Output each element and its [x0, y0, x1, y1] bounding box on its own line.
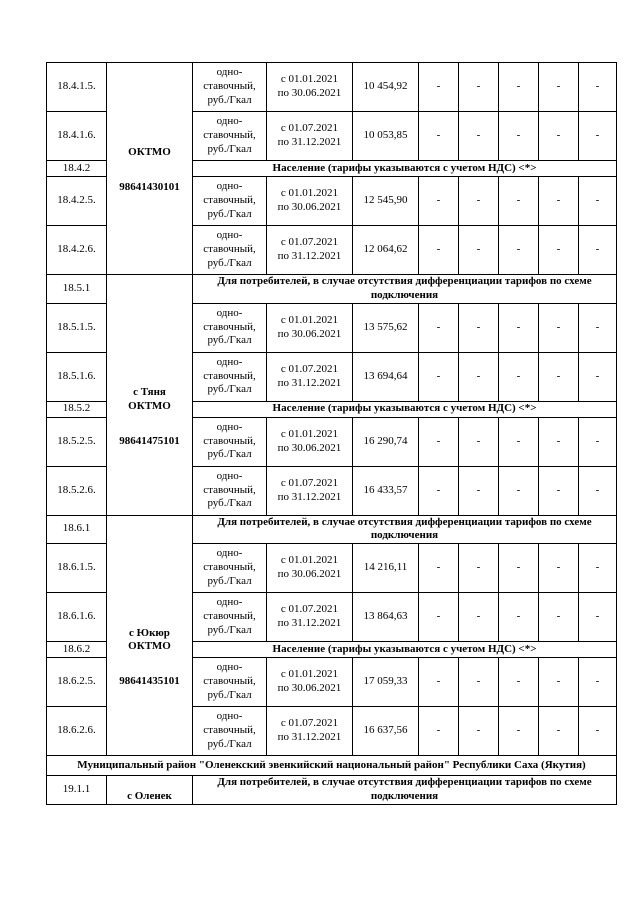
period-from: с 01.01.2021	[280, 313, 339, 326]
empty-value: -	[459, 593, 499, 642]
empty-value: -	[459, 417, 499, 466]
period	[267, 63, 353, 112]
row-number: 18.4.2.6.	[47, 226, 107, 275]
empty-value: -	[579, 63, 617, 112]
empty-value: -	[579, 544, 617, 593]
empty-value: -	[499, 112, 539, 161]
row-number: 18.5.2	[47, 401, 107, 417]
rate-type-line: одно-	[216, 355, 243, 368]
empty-value: -	[499, 593, 539, 642]
empty-value: -	[539, 544, 579, 593]
rate-type-line: руб./Гкал	[207, 256, 252, 269]
group-header: Население (тарифы указываются с учетом НДС) <*>	[193, 642, 617, 658]
empty-value: -	[419, 417, 459, 466]
rate-type-line: одно-	[216, 710, 243, 723]
oktmo-label: ОКТМО	[128, 146, 171, 158]
period-to: по 31.12.2021	[277, 617, 342, 629]
empty-value: -	[539, 226, 579, 275]
empty-value: -	[419, 63, 459, 112]
period	[267, 112, 353, 161]
empty-value: -	[499, 226, 539, 275]
period-from: с 01.07.2021	[280, 476, 339, 489]
oktmo-code: 98641435101	[119, 675, 180, 687]
empty-value: -	[499, 417, 539, 466]
rate-type-line: одно-	[216, 66, 243, 79]
oktmo-code: 98641430101	[119, 180, 180, 193]
period	[267, 177, 353, 226]
period-from: с 01.01.2021	[280, 427, 339, 440]
rate-type-line: одно-	[216, 180, 243, 193]
empty-value: -	[459, 707, 499, 756]
rate-type	[193, 352, 267, 401]
period	[267, 352, 353, 401]
group-row	[47, 776, 617, 805]
period-to: по 31.12.2021	[277, 376, 342, 389]
row-number: 18.6.2.5.	[47, 658, 107, 707]
empty-value: -	[579, 112, 617, 161]
row-number: 18.4.1.5.	[47, 63, 107, 112]
tariff-value: 16 637,56	[353, 707, 419, 756]
empty-value: -	[419, 544, 459, 593]
period	[267, 707, 353, 756]
rate-type	[193, 63, 267, 112]
empty-value: -	[419, 593, 459, 642]
period-from: с 01.07.2021	[280, 122, 339, 135]
empty-value: -	[579, 466, 617, 515]
empty-value: -	[579, 417, 617, 466]
empty-value: -	[499, 658, 539, 707]
empty-value: -	[579, 303, 617, 352]
tariff-value: 10 454,92	[353, 63, 419, 112]
tariff-value: 13 575,62	[353, 303, 419, 352]
empty-value: -	[459, 303, 499, 352]
row-number: 18.4.2	[47, 161, 107, 177]
tariff-value: 12 064,62	[353, 226, 419, 275]
rate-type	[193, 707, 267, 756]
period-to: по 31.12.2021	[277, 250, 342, 262]
empty-value: -	[499, 544, 539, 593]
row-number: 18.6.2.6.	[47, 707, 107, 756]
empty-value: -	[459, 112, 499, 161]
rate-type-line: одно-	[216, 306, 243, 319]
period-to: по 30.06.2021	[277, 87, 342, 99]
empty-value: -	[419, 226, 459, 275]
rate-type-line: ставочный,	[203, 194, 256, 207]
location-block	[109, 63, 190, 195]
rate-type	[193, 466, 267, 515]
rate-type-line: ставочный,	[203, 369, 256, 382]
period-to: по 30.06.2021	[277, 201, 342, 213]
period-to: по 31.12.2021	[277, 136, 342, 148]
rate-type-line: ставочный,	[203, 243, 256, 256]
period-from: с 01.07.2021	[280, 236, 339, 249]
rate-type-line: одно-	[216, 661, 243, 674]
empty-value: -	[539, 658, 579, 707]
period	[267, 303, 353, 352]
rate-type-line: ставочный,	[203, 675, 256, 688]
empty-value: -	[499, 466, 539, 515]
empty-value: -	[499, 63, 539, 112]
empty-value: -	[579, 352, 617, 401]
empty-value: -	[539, 352, 579, 401]
period-from: с 01.07.2021	[280, 717, 339, 730]
period-from: с 01.01.2021	[280, 187, 339, 200]
group-row	[47, 275, 617, 304]
empty-value: -	[579, 658, 617, 707]
tariff-value: 12 545,90	[353, 177, 419, 226]
row-number: 18.6.1	[47, 515, 107, 544]
empty-value: -	[459, 226, 499, 275]
rate-type	[193, 177, 267, 226]
empty-value: -	[459, 658, 499, 707]
period-to: по 31.12.2021	[277, 490, 342, 503]
rate-type-line: руб./Гкал	[207, 383, 252, 396]
row-number: 18.5.1.5.	[47, 303, 107, 352]
tariff-value: 13 864,63	[353, 593, 419, 642]
period	[267, 417, 353, 466]
tariff-value: 13 694,64	[353, 352, 419, 401]
municipality-title: Муниципальный район "Оленекский эвенкийский национальный район" Республики Саха (Якутия)	[47, 756, 617, 776]
empty-value: -	[499, 177, 539, 226]
empty-value: -	[419, 466, 459, 515]
period-from: с 01.07.2021	[280, 362, 339, 375]
settlement-name: с Юкюр	[129, 626, 170, 639]
row-number: 18.5.1	[47, 275, 107, 304]
empty-value: -	[419, 112, 459, 161]
period	[267, 466, 353, 515]
empty-value: -	[579, 707, 617, 756]
period-to: по 30.06.2021	[277, 327, 342, 340]
rate-type-line: руб./Гкал	[207, 623, 252, 636]
empty-value: -	[499, 707, 539, 756]
group-header: Население (тарифы указываются с учетом НДС) <*>	[193, 161, 617, 177]
empty-value: -	[539, 112, 579, 161]
row-number: 18.5.2.6.	[47, 466, 107, 515]
period-to: по 31.12.2021	[277, 731, 342, 743]
period-to: по 30.06.2021	[277, 682, 342, 694]
rate-type-line: одно-	[216, 596, 243, 609]
period-from: с 01.01.2021	[280, 73, 339, 86]
row-number: 18.6.1.6.	[47, 593, 107, 642]
period-to: по 30.06.2021	[277, 441, 342, 454]
settlement-name: с Тяня	[133, 386, 166, 398]
rate-type	[193, 658, 267, 707]
rate-type	[193, 593, 267, 642]
location-cell: с Оленек	[107, 776, 193, 805]
period-to: по 30.06.2021	[277, 568, 342, 580]
empty-value: -	[539, 177, 579, 226]
rate-type-line: одно-	[216, 420, 243, 433]
empty-value: -	[419, 352, 459, 401]
rate-type-line: одно-	[216, 229, 243, 242]
rate-type-line: руб./Гкал	[207, 93, 252, 106]
group-header: Для потребителей, в случае отсутствия дифференциации тарифов по схеме подключения	[193, 776, 617, 805]
rate-type	[193, 112, 267, 161]
rate-type-line: руб./Гкал	[207, 574, 252, 587]
row-number: 18.5.1.6.	[47, 352, 107, 401]
tariff-table	[46, 62, 617, 805]
tariff-value: 16 290,74	[353, 417, 419, 466]
row-number: 18.4.1.6.	[47, 112, 107, 161]
rate-type	[193, 417, 267, 466]
empty-value: -	[539, 303, 579, 352]
rate-type-line: ставочный,	[203, 610, 256, 623]
empty-value: -	[579, 593, 617, 642]
rate-type-line: руб./Гкал	[207, 688, 252, 701]
rate-type-line: ставочный,	[203, 129, 256, 142]
group-row	[47, 515, 617, 544]
empty-value: -	[499, 303, 539, 352]
tariff-row	[47, 63, 617, 112]
municipality-row	[47, 756, 617, 776]
rate-type-line: руб./Гкал	[207, 142, 252, 155]
empty-value: -	[539, 707, 579, 756]
rate-type-line: руб./Гкал	[207, 497, 252, 510]
rate-type-line: ставочный,	[203, 724, 256, 737]
location-block	[109, 516, 190, 689]
period-from: с 01.07.2021	[280, 603, 339, 616]
row-number: 19.1.1	[47, 776, 107, 805]
rate-type-line: руб./Гкал	[207, 448, 252, 461]
rate-type	[193, 226, 267, 275]
tariff-value: 10 053,85	[353, 112, 419, 161]
empty-value: -	[459, 544, 499, 593]
empty-value: -	[579, 177, 617, 226]
group-header: Население (тарифы указываются с учетом НДС) <*>	[193, 401, 617, 417]
period-from: с 01.01.2021	[280, 668, 339, 681]
row-number: 18.5.2.5.	[47, 417, 107, 466]
empty-value: -	[459, 352, 499, 401]
rate-type-line: ставочный,	[203, 561, 256, 574]
period	[267, 544, 353, 593]
period	[267, 658, 353, 707]
row-number: 18.6.1.5.	[47, 544, 107, 593]
rate-type-line: руб./Гкал	[207, 737, 252, 750]
location-block	[109, 275, 190, 448]
empty-value: -	[539, 63, 579, 112]
location-cell	[107, 515, 193, 756]
rate-type	[193, 544, 267, 593]
rate-type-line: руб./Гкал	[207, 334, 252, 347]
oktmo-label: ОКТМО	[128, 640, 171, 653]
empty-value: -	[579, 226, 617, 275]
period	[267, 593, 353, 642]
empty-value: -	[459, 177, 499, 226]
empty-value: -	[499, 352, 539, 401]
group-header: Для потребителей, в случае отсутствия дифференциации тарифов по схеме подключения	[193, 275, 617, 304]
oktmo-code: 98641475101	[119, 434, 180, 447]
empty-value: -	[419, 177, 459, 226]
empty-value: -	[459, 466, 499, 515]
empty-value: -	[539, 593, 579, 642]
location-cell	[107, 275, 193, 516]
rate-type-line: одно-	[216, 469, 243, 482]
tariff-value: 16 433,57	[353, 466, 419, 515]
group-header: Для потребителей, в случае отсутствия дифференциации тарифов по схеме подключения	[193, 515, 617, 544]
rate-type-line: одно-	[216, 547, 243, 560]
oktmo-label: ОКТМО	[128, 399, 171, 412]
empty-value: -	[459, 63, 499, 112]
rate-type-line: ставочный,	[203, 320, 256, 333]
rate-type-line: одно-	[216, 115, 243, 128]
period	[267, 226, 353, 275]
period-from: с 01.01.2021	[280, 554, 339, 567]
rate-type-line: ставочный,	[203, 80, 256, 93]
tariff-table-body	[47, 63, 617, 805]
rate-type-line: ставочный,	[203, 434, 256, 447]
location-cell	[107, 63, 193, 275]
row-number: 18.4.2.5.	[47, 177, 107, 226]
rate-type-line: ставочный,	[203, 483, 256, 496]
empty-value: -	[539, 417, 579, 466]
empty-value: -	[419, 303, 459, 352]
row-number: 18.6.2	[47, 642, 107, 658]
empty-value: -	[539, 466, 579, 515]
tariff-value: 17 059,33	[353, 658, 419, 707]
tariff-value: 14 216,11	[353, 544, 419, 593]
empty-value: -	[419, 658, 459, 707]
empty-value: -	[419, 707, 459, 756]
rate-type-line: руб./Гкал	[207, 207, 252, 220]
rate-type	[193, 303, 267, 352]
